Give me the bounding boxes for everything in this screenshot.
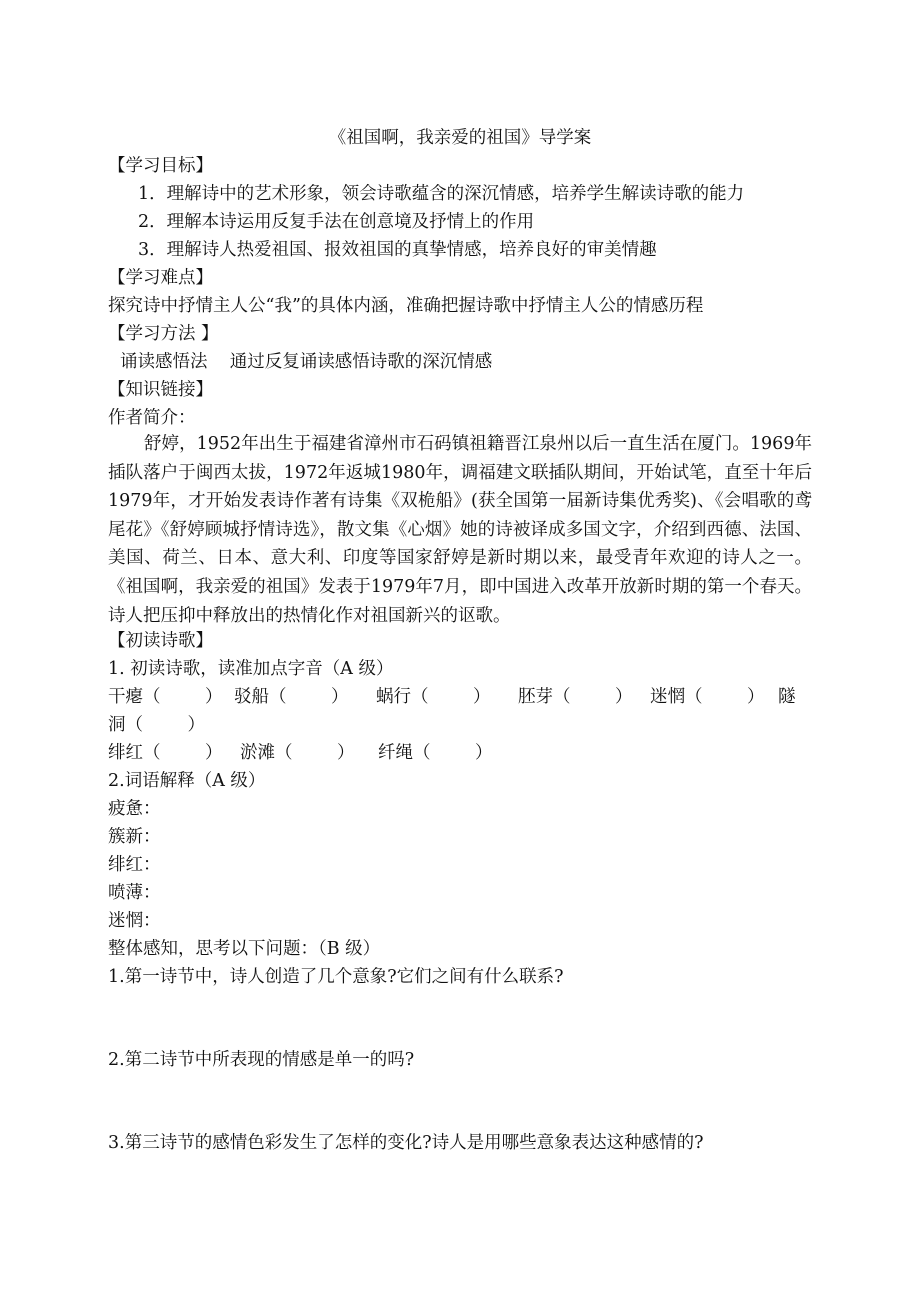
vocab-term: 绯红：	[108, 855, 161, 875]
difficulty-text: 探究诗中抒情主人公“我”的具体内涵，准确把握诗歌中抒情主人公的情感历程	[108, 296, 704, 316]
pronunciation-item: 干瘪（ ）	[108, 687, 223, 707]
vocab-term: 喷薄：	[108, 883, 161, 903]
pronunciation-item: 绯红（ ）	[108, 743, 223, 763]
pronunciation-item: 隧	[778, 687, 796, 707]
perception-question: 3.第三诗节的感情色彩发生了怎样的变化?诗人是用哪些意象表达这种感情的?	[108, 1133, 704, 1153]
author-intro-label: 作者简介：	[108, 408, 196, 428]
author-bio	[108, 430, 812, 630]
vocab-term: 疲惫：	[108, 799, 161, 819]
perception-question: 2.第二诗节中所表现的情感是单一的吗?	[108, 1050, 415, 1070]
difficulty-heading: 【学习难点】	[108, 268, 213, 288]
vocab-term: 簇新：	[108, 827, 161, 847]
pronunciation-row	[108, 739, 812, 767]
vocab-term: 迷惘：	[108, 911, 161, 931]
goal-item: 3．理解诗人热爱祖国、报效祖国的真挚情感，培养良好的审美情趣	[138, 240, 657, 260]
reading-heading: 【初读诗歌】	[108, 631, 213, 651]
method-heading: 【学习方法 】	[108, 324, 219, 344]
method-text: 诵读感悟法 通过反复诵读感悟诗歌的深沉情感	[120, 352, 493, 372]
pronunciation-item: 纤绳（ ）	[378, 743, 493, 763]
goals-heading: 【学习目标】	[108, 156, 213, 176]
pronunciation-item: 洞（ ）	[108, 715, 206, 735]
pronunciation-item: 淤滩（ ）	[240, 743, 355, 763]
perception-question: 1.第一诗节中，诗人创造了几个意象?它们之间有什么联系?	[108, 967, 564, 987]
perception-heading: 整体感知，思考以下问题：（B 级）	[108, 939, 381, 959]
vocab-question: 2.词语解释（A 级）	[108, 771, 266, 791]
document-title: 《祖国啊，我亲爱的祖国》导学案	[328, 128, 592, 148]
goal-item: 1．理解诗中的艺术形象，领会诗歌蕴含的深沉情感，培养学生解读诗歌的能力	[138, 184, 745, 204]
author-bio-text: 舒婷，1952年出生于福建省漳州市石码镇祖籍晋江泉州以后一直生活在厦门。1969年插队落户于闽西太拔，1972年返城1980年，调福建文联插队期间，开始试笔，直至十年后1979年，才开始发表诗作著有诗集《双桅船》(获全国第一届新诗集优秀奖)、《会唱歌的鸢尾花》《舒婷顾城抒情诗选》，散文集《心烟》她的诗被译成多国文字，介绍到西德、法国、美国、荷兰、日本、意大利、印度等国家舒婷是新时期以来，最受青年欢迎的诗人之一。《祖国啊，我亲爱的祖国》发表于1979年7月，即中国进入改革开放新时期的第一个春天。诗人把压抑中释放出的热情化作对祖国新兴的讴歌。	[108, 434, 812, 626]
pronunciation-row	[108, 683, 812, 711]
goal-item: 2．理解本诗运用反复手法在创意境及抒情上的作用	[138, 212, 535, 232]
link-heading: 【知识链接】	[108, 380, 213, 400]
pronunciation-item: 迷惘（ ）	[650, 687, 765, 707]
pronunciation-item: 蜗行（ ）	[376, 687, 491, 707]
pronunciation-question: 1. 初读诗歌，读准加点字音（A 级）	[108, 659, 394, 679]
pronunciation-item: 驳船（ ）	[234, 687, 349, 707]
pronunciation-item: 胚芽（ ）	[518, 687, 633, 707]
